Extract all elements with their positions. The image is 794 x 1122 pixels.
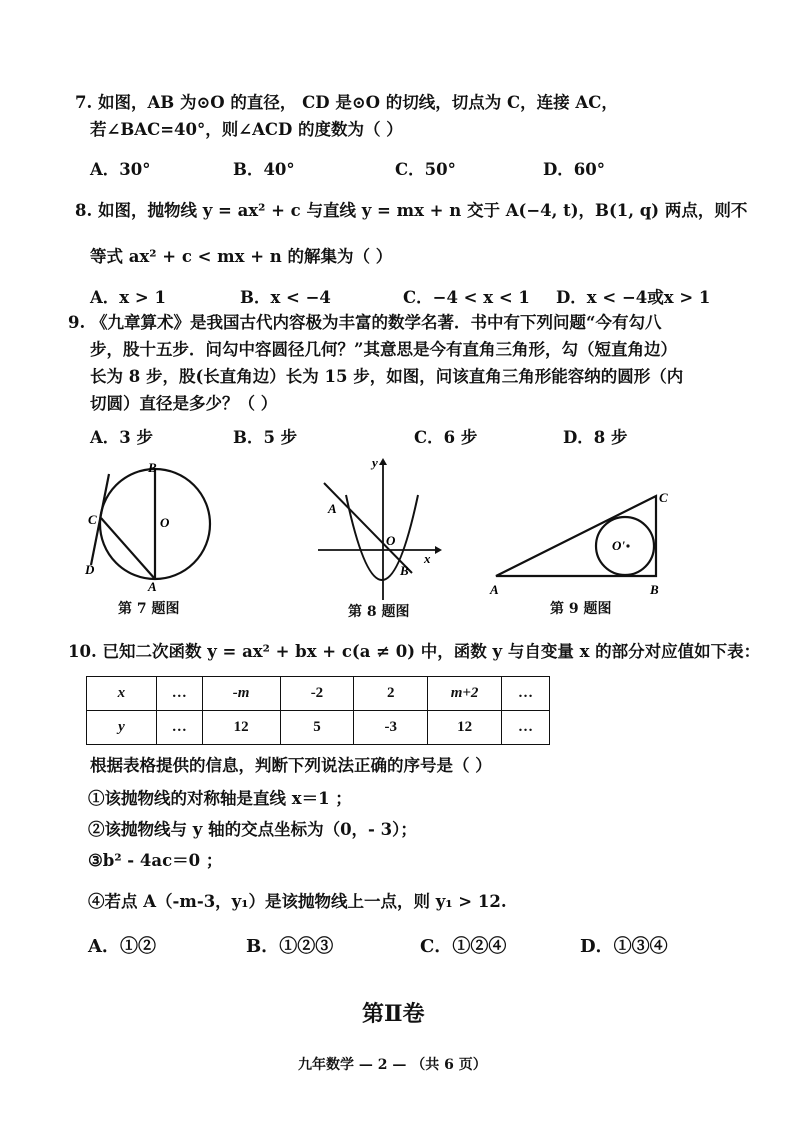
q7-line2: 若∠BAC=40°，则∠ACD 的度数为（ ）	[90, 120, 403, 139]
q10-option-a: A．①②	[88, 936, 156, 957]
fig8-label-a: A	[328, 501, 337, 516]
table-row-x	[87, 677, 550, 711]
q10-statement-1: ①该抛物线的对称轴是直线 x＝1 ；	[88, 789, 352, 808]
fig7-label-d: D	[85, 562, 95, 577]
q10-statement-4: ④若点 A（-m-3，y₁）是该抛物线上一点，则 y₁ > 12.	[88, 892, 507, 911]
fig9-incircle	[596, 517, 654, 575]
q8-option-a: A．x > 1	[90, 288, 166, 307]
q10-option-c: C．①②④	[420, 936, 507, 957]
fig8-line	[324, 483, 412, 573]
fig7-label-a: A	[148, 579, 157, 594]
table-cell: 12	[202, 711, 280, 745]
fig8-label-o: O	[386, 533, 396, 548]
fig7-label-b: B	[148, 460, 157, 475]
fig7-label-o: O	[160, 515, 170, 530]
fig9-label-b: B	[650, 582, 659, 597]
q9-line3: 长为 8 步，股(长直角边）长为 15 步，如图，问该直角三角形能容纳的圆形（内	[90, 367, 684, 386]
table-cell: …	[156, 711, 202, 745]
q10-value-table	[86, 676, 550, 745]
fig9-caption: 第 9 题图	[550, 601, 612, 617]
table-cell: 2	[354, 677, 428, 711]
q8-option-d: D．x < −4或x > 1	[556, 288, 711, 307]
fig8-label-y: y	[372, 455, 378, 470]
fig7-caption: 第 7 题图	[118, 601, 180, 617]
q8-line1: 8. 如图，抛物线 y = ax² + c 与直线 y = mx + n 交于 A(−4, t)，B(1, q) 两点，则不	[75, 201, 748, 220]
q9-option-d: D．8 步	[563, 428, 628, 447]
section-title: 第Ⅱ卷	[362, 1001, 425, 1027]
q9-option-b: B．5 步	[233, 428, 298, 447]
table-cell: 12	[428, 711, 502, 745]
fig9-center-dot	[626, 544, 629, 547]
table-cell: -m	[202, 677, 280, 711]
q10-option-d: D．①③④	[580, 936, 668, 957]
q9-line1: 9. 《九章算术》是我国古代内容极为丰富的数学名著．书中有下列问题“今有勾八	[68, 313, 662, 332]
figure-9	[488, 488, 688, 608]
q7-option-c: C．50°	[395, 160, 456, 179]
q8-option-b: B．x < −4	[240, 288, 331, 307]
q7-option-a: A．30°	[90, 160, 151, 179]
q9-line2: 步，股十五步．问勾中容圆径几何？”其意思是今有直角三角形，勾（短直角边）	[90, 340, 677, 359]
q7-option-b: B．40°	[233, 160, 295, 179]
table-cell: -3	[354, 711, 428, 745]
q8-option-c: C．−4 < x < 1	[403, 288, 530, 307]
q10-statement-2: ②该抛物线与 y 轴的交点坐标为（0，- 3）；	[88, 820, 417, 839]
page-footer: 九年数学 — 2 — （共 6 页）	[298, 1057, 487, 1073]
figure-8	[310, 455, 450, 605]
fig9-label-a: A	[490, 582, 499, 597]
fig8-y-arrow	[379, 458, 387, 465]
q7-line1: 7. 如图，AB 为⊙O 的直径， CD 是⊙O 的切线，切点为 C，连接 AC，	[75, 93, 618, 112]
fig7-label-c: C	[88, 512, 97, 527]
q9-line4: 切圆）直径是多少？（ ）	[90, 394, 278, 413]
q10-option-b: B．①②③	[246, 936, 334, 957]
table-cell: …	[156, 677, 202, 711]
q9-option-c: C．6 步	[414, 428, 478, 447]
fig7-chord-ac	[101, 518, 155, 579]
fig8-label-x: x	[424, 551, 431, 566]
q10-prompt: 根据表格提供的信息，判断下列说法正确的序号是（ ）	[90, 756, 492, 775]
table-cell: y	[87, 711, 157, 745]
q7-option-d: D．60°	[543, 160, 606, 179]
fig8-caption: 第 8 题图	[348, 604, 410, 620]
q10-statement-3: ③b² - 4ac＝0 ；	[88, 851, 223, 870]
table-row-y	[87, 711, 550, 745]
table-cell: -2	[280, 677, 354, 711]
fig8-label-b: B	[400, 563, 409, 578]
table-cell: m+2	[428, 677, 502, 711]
table-cell: 5	[280, 711, 354, 745]
figure-7	[80, 458, 220, 598]
fig9-label-o: O'	[612, 538, 625, 553]
q8-line2: 等式 ax² + c < mx + n 的解集为（ ）	[90, 247, 393, 266]
fig9-label-c: C	[659, 490, 668, 505]
q9-option-a: A．3 步	[90, 428, 154, 447]
q10-line1: 10. 已知二次函数 y = ax² + bx + c(a ≠ 0) 中，函数 y 与自变量 x 的部分对应值如下表：	[68, 642, 761, 661]
table-cell: …	[502, 711, 550, 745]
fig8-x-arrow	[435, 546, 442, 554]
table-cell: …	[502, 677, 550, 711]
fig9-triangle	[496, 496, 656, 576]
table-cell: x	[87, 677, 157, 711]
